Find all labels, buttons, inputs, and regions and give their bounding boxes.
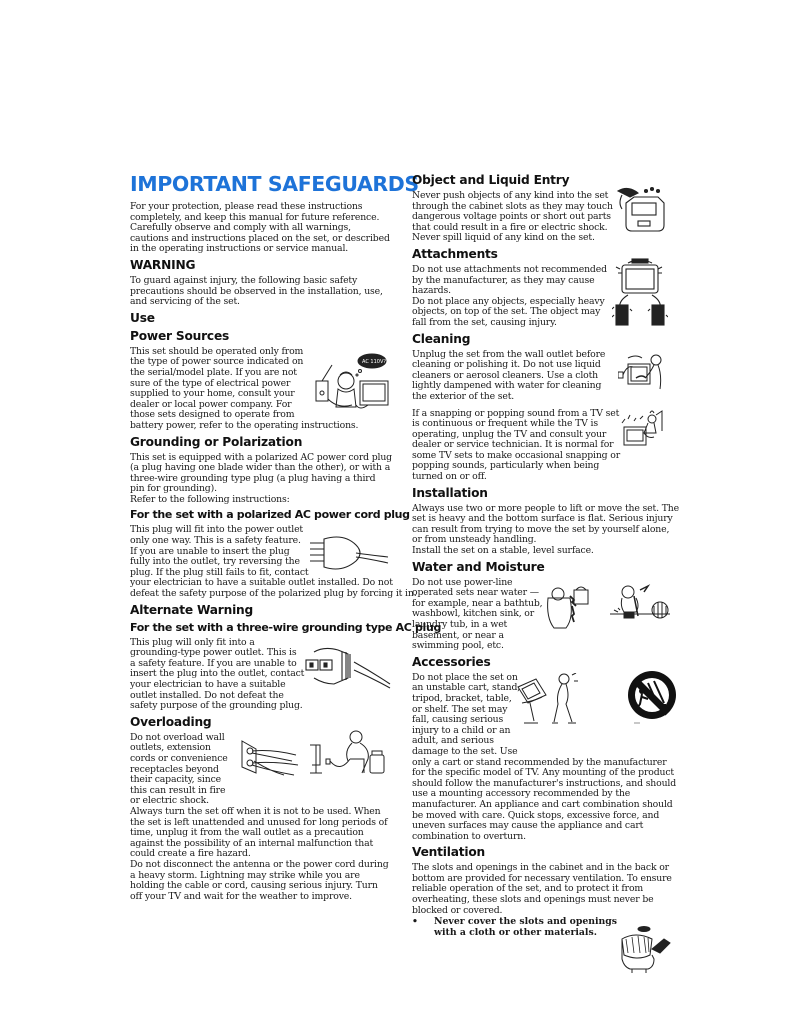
ventilation-bullet: • Never cover the slots and openings with a cloth or other materials. (412, 916, 618, 938)
cleaning-text: Unplug the set from the wall outlet before cleaning or polishing it. Do not use liquid cleaners or aerosol cleaners. Use a cloth lightly dampened with water for cleaning the exterior of the set. (412, 348, 606, 402)
three-wire-plug-section (130, 638, 392, 712)
pool-hazard-icon (610, 584, 674, 630)
use-heading: Use (130, 310, 155, 325)
polarized-plug-text: This plug will fit into the power outlet only one way. This is a safety feature. If you are unable to insert the plug fully into the outlet, try reversing the plug. If the plug still fails to fit, contact your electrician to have a suitable outlet installed. Do not defeat the safety purpose of the polarized plug by forcing it in. (130, 524, 417, 600)
water-moisture-text: Do not use power-line operated sets near water — for example, near a bathtub, washbowl, kitchen sink, or laundry tub, in a wet basement, or near a swimming pool, etc. (412, 576, 543, 652)
cleaning-section (412, 350, 670, 483)
polarized-plug-heading: For the set with a polarized AC power cord plug (130, 508, 410, 522)
power-sources-section (130, 347, 392, 432)
falling-tv-cart-icon (516, 673, 580, 729)
page-title: IMPORTANT SAFEGUARDS (130, 172, 419, 196)
popping-sound-text: If a snapping or popping sound from a TV set is continuous or frequent while the TV is operating, unplug the TV and consult your dealer or service technician. It is normal for some TV sets to make occasional snapping or popping sounds, particularly when being turned on or off. (412, 407, 621, 483)
object-liquid-heading: Object and Liquid Entry (412, 173, 570, 187)
accessories-text-2: only a cart or stand recommended by the manufacturer for the specific model of TV. Any mounting of the product should follow the manufacturer's instructions, and should use a mounting accessory recommended by the manufacturer. An appliance and cart combination should be moved with care. Quick stops, excessive force, and uneven surfaces may cause the appliance and cart combination to overturn. (412, 756, 677, 842)
overloaded-outlet-icon (240, 739, 300, 779)
overloading-heading: Overloading (130, 714, 212, 729)
three-wire-plug-text: This plug will only fit into a grounding-type power outlet. This is a safety feature. If you are unable to insert the plug into the outlet, contact your electrician to have a suitable outlet installed. Do not defeat the safety purpose of the grounding plug. (130, 636, 305, 712)
object-liquid-section (412, 191, 670, 244)
overloading-section (130, 733, 392, 807)
installation-text: Always use two or more people to lift or move the set. The set is heavy and the bottom surface is flat. Serious injury can result from trying to move the set by yourself alone, or from unsteady handling. (412, 502, 679, 546)
attachments-section (412, 265, 670, 329)
alternate-warning-heading: Alternate Warning (130, 602, 254, 617)
overloading-text-3: Do not disconnect the antenna or the power cord during a heavy storm. Lightning may strike while you are holding the cable or cord, causing serious injury. Turn off your TV and wait for the weather to improve. (130, 858, 389, 902)
installation-text-2: Install the set on a stable, level surface. (412, 545, 594, 557)
power-source-illustration-icon (312, 351, 392, 417)
intro-text: For your protection, please read these instructions completely, and keep this manual for future reference. Carefully observe and comply with all warnings, cautions and instructions placed on the set, or described in the operating instructions or service manual. (130, 201, 390, 255)
polarized-plug-icon (306, 531, 390, 571)
covered-tv-vents-icon (616, 925, 672, 975)
cart-warning-symbol-icon (624, 667, 680, 727)
svg-text:AC 110V?: AC 110V? (362, 358, 387, 365)
person-unplugging-icon (308, 729, 388, 779)
ventilation-heading: Ventilation (412, 845, 485, 860)
object-liquid-text: Never push objects of any kind into the set through the cabinet slots as they may touch dangerous voltage points or short out parts that could result in a fire or electric shock. Never spill liquid of any kind on the set. (412, 190, 613, 244)
warning-heading: WARNING (130, 257, 196, 272)
water-moisture-section (412, 578, 670, 652)
power-sources-heading: Power Sources (130, 328, 230, 343)
warning-text: To guard against injury, the following basic safety precautions should be observed in the installation, use, and servicing of the set. (130, 274, 383, 308)
water-moisture-heading: Water and Moisture (412, 559, 545, 574)
ventilation-text: The slots and openings in the cabinet and in the back or bottom are provided for necessary ventilation. To ensure reliable operation of the set, and to protect it from overheating, these slots and openings must never be blocked or covered. (412, 862, 672, 916)
bullet-icon: • (412, 916, 418, 928)
bathtub-hazard-icon (544, 584, 590, 630)
grounding-text: This set is equipped with a polarized AC power cord plug (a plug having one blade wider than the other), or with a three-wire grounding type plug (a plug having a third pin for grounding). (130, 451, 392, 495)
grounding-heading: Grounding or Polarization (130, 434, 303, 449)
grounding-text-2: Refer to the following instructions: (130, 493, 290, 505)
attachments-text: Do not use attachments not recommended by the manufacturer, as they may cause hazards. Do not place any objects, especially heavy objects, on top of the set. The object may fall from the set, causing injury. (412, 263, 607, 328)
accessories-section (412, 673, 670, 758)
three-wire-plug-heading: For the set with a three-wire grounding type AC plug (130, 620, 441, 634)
tv-with-objects-icon (612, 257, 668, 327)
cleaning-heading: Cleaning (412, 331, 471, 346)
accessories-text: Do not place the set on an unstable cart, stand, tripod, bracket, table, or shelf. The set may fall, causing serious injury to a child or an adult, and serious damage to the set. Use (412, 671, 521, 757)
left-column (130, 168, 441, 905)
cleaning-tv-icon (618, 352, 664, 392)
three-wire-plug-icon (302, 642, 392, 692)
accessories-heading: Accessories (412, 654, 491, 669)
right-column (412, 168, 679, 938)
overloading-text-2: Always turn the set off when it is not to be used. When the set is left unattended and unused for long periods of time, unplug it from the wall outlet as a precaution against the possibility of an internal malfunction that could create a fire hazard. (130, 805, 388, 860)
attachments-heading: Attachments (412, 246, 498, 261)
power-sources-text: This set should be operated only from the type of power source indicated on the serial/model plate. If you are not sure of the type of electrical power supplied to your home, consult your dealer or local power company. For those sets designed to operate from battery power, refer to the operating instructions. (130, 345, 359, 431)
installation-heading: Installation (412, 485, 488, 500)
ventilation-bullet-section (412, 917, 670, 938)
overloading-text: Do not overload wall outlets, extension cords or convenience receptacles beyond their capacity, since this can result in fire or electric shock. (130, 731, 228, 807)
polarized-plug-section (130, 524, 417, 600)
popping-tv-icon (618, 407, 664, 453)
popping-sound-section (412, 409, 670, 483)
liquid-spill-tv-icon (616, 185, 666, 233)
